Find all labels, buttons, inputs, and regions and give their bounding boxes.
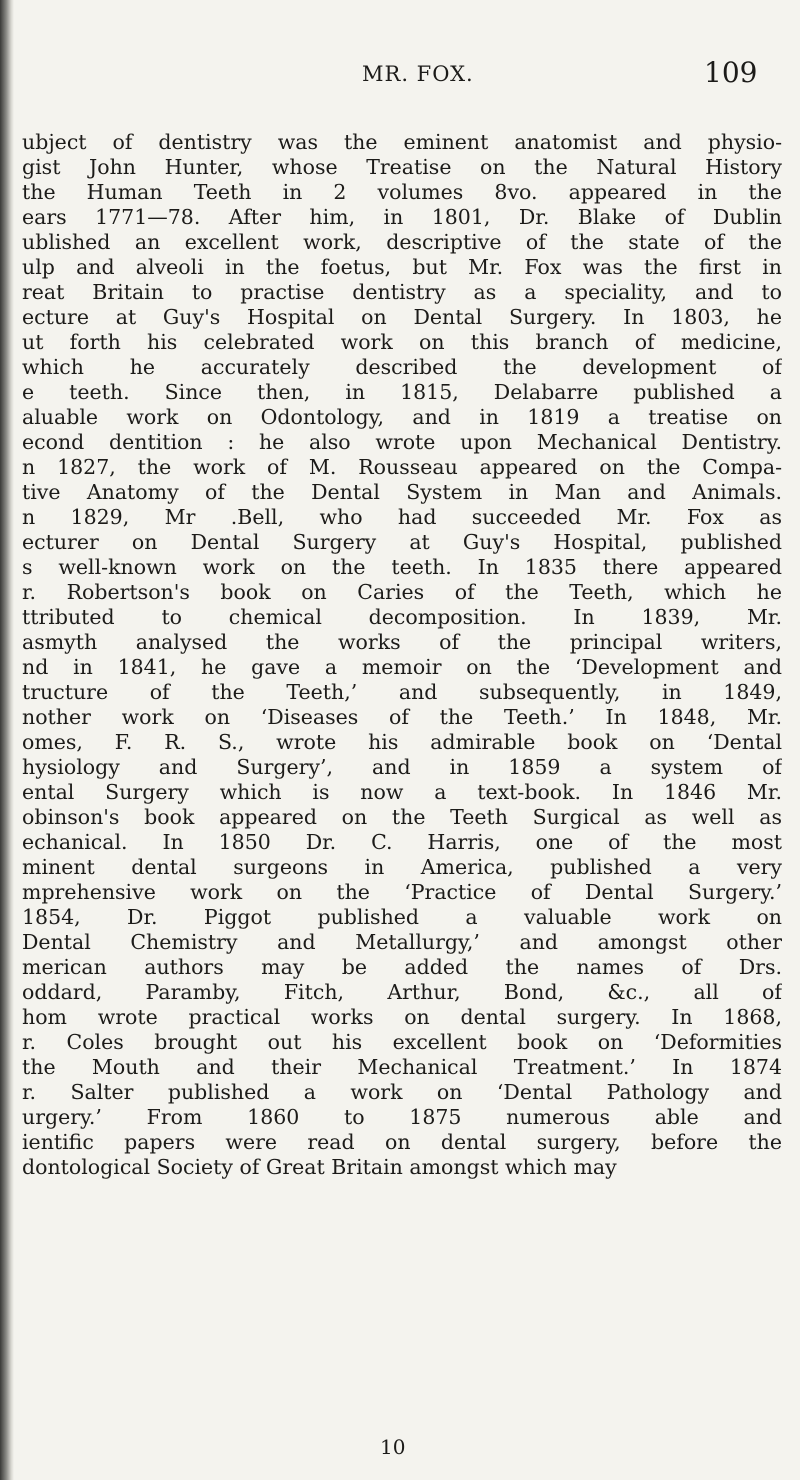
text-line: gist John Hunter, whose Treatise on the Natural History bbox=[22, 155, 782, 179]
text-line: Dental Chemistry and Metallurgy,’ and amongst other bbox=[22, 930, 782, 954]
page-number: 109 bbox=[704, 56, 758, 89]
text-line: e teeth. Since then, in 1815, Delabarre published a bbox=[22, 380, 782, 404]
text-line: asmyth analysed the works of the principal writers, bbox=[22, 630, 782, 654]
text-line: ulp and alveoli in the foetus, but Mr. Fox was the first in bbox=[22, 255, 782, 279]
text-line: ental Surgery which is now a text-book. In 1846 Mr. bbox=[22, 780, 782, 804]
text-line: the Human Teeth in 2 volumes 8vo. appeared in the bbox=[22, 180, 782, 204]
text-line: dontological Society of Great Britain amongst which may bbox=[22, 1155, 617, 1179]
text-line: ut forth his celebrated work on this branch of medicine, bbox=[22, 330, 782, 354]
text-line: reat Britain to practise dentistry as a speciality, and to bbox=[22, 280, 782, 304]
text-line: the Mouth and their Mechanical Treatment.’ In 1874 bbox=[22, 1055, 782, 1079]
running-title: MR. FOX. bbox=[362, 62, 474, 86]
text-line: n 1827, the work of M. Rousseau appeared on the Compa- bbox=[22, 455, 782, 479]
text-line: ubject of dentistry was the eminent anatomist and physio- bbox=[22, 130, 782, 154]
text-line: obinson's book appeared on the Teeth Surgical as well as bbox=[22, 805, 782, 829]
text-line: hom wrote practical works on dental surgery. In 1868, bbox=[22, 1005, 782, 1029]
text-line: 1854, Dr. Piggot published a valuable work on bbox=[22, 905, 782, 929]
text-line: ears 1771—78. After him, in 1801, Dr. Blake of Dublin bbox=[22, 205, 782, 229]
text-line: nd in 1841, he gave a memoir on the ‘Development and bbox=[22, 655, 782, 679]
binding-shadow bbox=[0, 0, 14, 1480]
text-line: r. Coles brought out his excellent book on ‘Deformities bbox=[22, 1030, 782, 1054]
text-line: minent dental surgeons in America, published a very bbox=[22, 855, 782, 879]
text-line: echanical. In 1850 Dr. C. Harris, one of the most bbox=[22, 830, 782, 854]
text-line: n 1829, Mr .Bell, who had succeeded Mr. Fox as bbox=[22, 505, 782, 529]
text-line: ttributed to chemical decomposition. In 1839, Mr. bbox=[22, 605, 782, 629]
text-line: tructure of the Teeth,’ and subsequently, in 1849, bbox=[22, 680, 782, 704]
body-text bbox=[22, 130, 782, 1180]
text-line: tive Anatomy of the Dental System in Man and Animals. bbox=[22, 480, 782, 504]
text-line: r. Salter published a work on ‘Dental Pathology and bbox=[22, 1080, 782, 1104]
text-line: omes, F. R. S., wrote his admirable book on ‘Dental bbox=[22, 730, 782, 754]
text-line: ientific papers were read on dental surgery, before the bbox=[22, 1130, 782, 1154]
text-line: hysiology and Surgery’, and in 1859 a system of bbox=[22, 755, 782, 779]
text-line: urgery.’ From 1860 to 1875 numerous able and bbox=[22, 1105, 782, 1129]
text-line: econd dentition : he also wrote upon Mechanical Dentistry. bbox=[22, 430, 782, 454]
text-line: nother work on ‘Diseases of the Teeth.’ In 1848, Mr. bbox=[22, 705, 782, 729]
text-line: aluable work on Odontology, and in 1819 a treatise on bbox=[22, 405, 782, 429]
text-line: ecture at Guy's Hospital on Dental Surgery. In 1803, he bbox=[22, 305, 782, 329]
text-line: r. Robertson's book on Caries of the Teeth, which he bbox=[22, 580, 782, 604]
text-line: ecturer on Dental Surgery at Guy's Hospital, published bbox=[22, 530, 782, 554]
signature-mark: 10 bbox=[380, 1435, 406, 1459]
text-line: merican authors may be added the names of Drs. bbox=[22, 955, 782, 979]
text-line: s well-known work on the teeth. In 1835 there appeared bbox=[22, 555, 782, 579]
page-header bbox=[0, 56, 800, 102]
text-line: which he accurately described the development of bbox=[22, 355, 782, 379]
text-line: ublished an excellent work, descriptive of the state of the bbox=[22, 230, 782, 254]
text-line: mprehensive work on the ‘Practice of Dental Surgery.’ bbox=[22, 880, 782, 904]
text-line: oddard, Paramby, Fitch, Arthur, Bond, &c., all of bbox=[22, 980, 782, 1004]
